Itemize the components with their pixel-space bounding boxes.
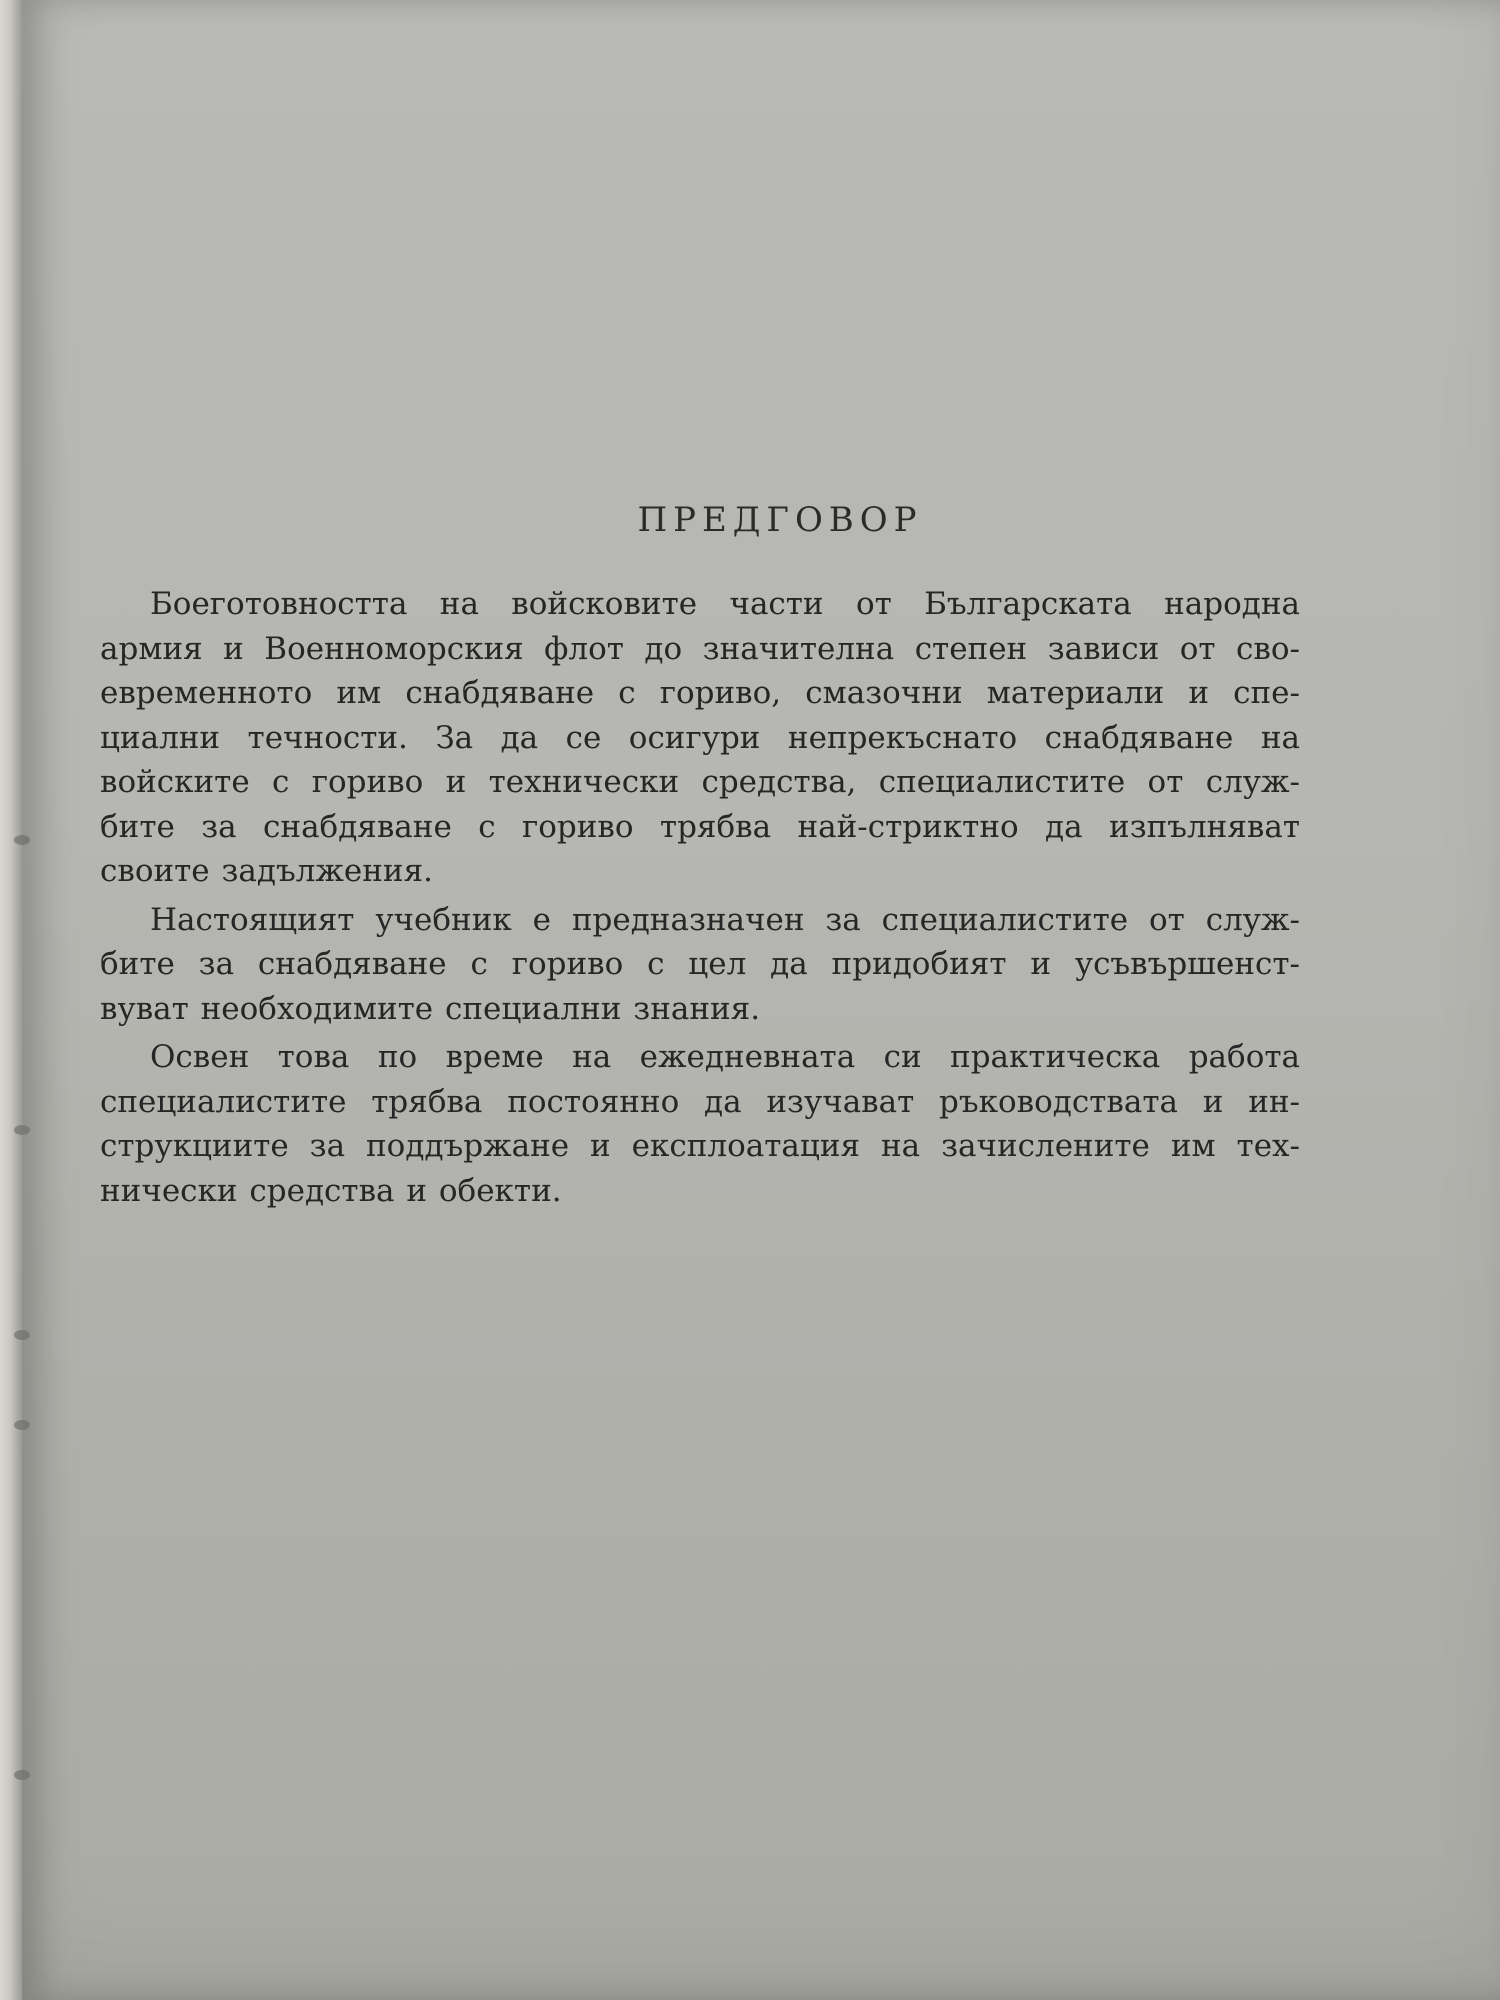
text-line: войските с гориво и технически средства, специалистите от служ- (100, 764, 1300, 800)
text-line: циални течности. За да се осигури непрекъснато снабдяване на (100, 719, 1300, 756)
book-spine (0, 0, 22, 2000)
text-line: специалистите трябва постоянно да изучават ръководствата и ин- (100, 1083, 1300, 1120)
text-line: евременното им снабдяване с гориво, смазочни материали и спе- (100, 675, 1300, 711)
text-line: струкциите за поддържане и експлоатация на зачислените им тех- (100, 1128, 1300, 1164)
binding-stitch (14, 835, 30, 845)
binding-stitch (14, 1125, 30, 1135)
binding-stitch (14, 1770, 30, 1780)
page-title: ПРЕДГОВОР (637, 500, 923, 540)
text-line: нически средства и обекти. (100, 1172, 562, 1209)
text-line: вуват необходимите специални знания. (100, 990, 761, 1027)
text-line: Освен това по време на ежедневната си практическа работа (150, 1039, 1300, 1075)
binding-stitch (14, 1420, 30, 1430)
text-line: бите за снабдяване с гориво трябва най-стриктно да изпълняват (100, 808, 1300, 845)
text-line: Настоящият учебник е предназначен за специалистите от служ- (150, 901, 1300, 938)
preface-text (100, 582, 1300, 1213)
text-line: армия и Военноморския флот до значителна степен зависи от сво- (100, 630, 1300, 667)
text-line: своите задължения. (100, 853, 433, 889)
text-line: Боеготовността на войсковите части от Българската народна (150, 586, 1300, 622)
binding-stitch (14, 1330, 30, 1340)
text-line: бите за снабдяване с гориво с цел да придобият и усъвършенст- (100, 946, 1300, 982)
